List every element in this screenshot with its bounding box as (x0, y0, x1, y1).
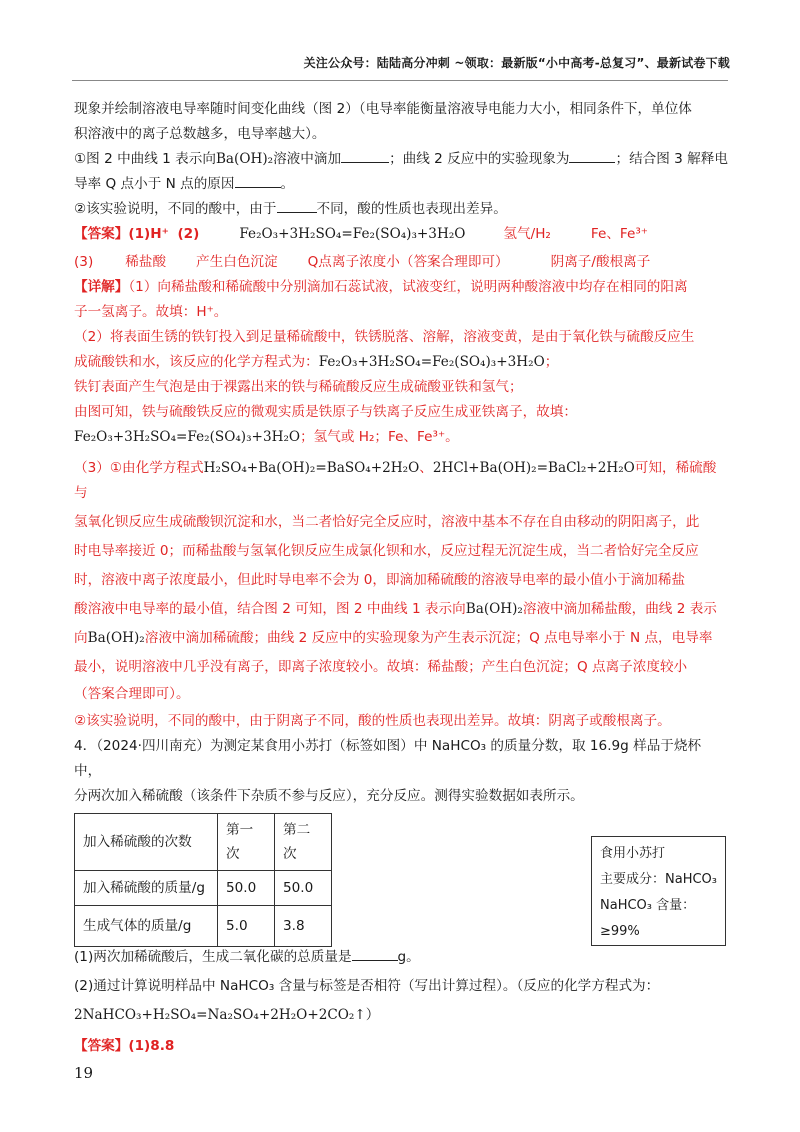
table-header-row (75, 814, 332, 871)
label-content: NaHCO₃ 含量： (600, 898, 696, 913)
label-percent: ≥99% (600, 924, 640, 939)
answer-tag: 【答案】 (74, 226, 129, 242)
table-header-cell: 第一次 (218, 814, 275, 871)
answer-blank (277, 198, 317, 213)
detail-line-3: （2）将表面生锈的铁钉投入到足量稀硫酸中，铁锈脱落、溶解，溶液变黄，是由于氧化铁与硫酸反应生 (74, 329, 695, 345)
chem-eq-h2so4: H₂SO₄+Ba(OH)₂=BaSO₄+2H₂O (203, 460, 420, 476)
answer-line-2: (3) 稀盐酸 产生白色沉淀 Q点离子浓度小（答案合理即可） 阴离子/酸根离子 (74, 254, 651, 270)
table-cell: 5.0 (218, 906, 275, 947)
detail-line-15: （答案合理即可）。 (74, 686, 190, 702)
intro-line-2: 积溶液中的离子总数越多，电导率越大）。 (74, 126, 326, 142)
chem-baoh2: Ba(OH)₂ (87, 630, 145, 646)
q4-sub-1: (1)两次加稀硫酸后，生成二氧化碳的总质量是 g。 (74, 945, 728, 970)
label-title: 食用小苏打 (600, 846, 666, 861)
detail-line-11: 时，溶液中离子浓度最小，但此时导电率不会为 0，即滴加稀硫酸的溶液导电率的最小值小于滴加稀盐 (74, 572, 686, 588)
page-number: 19 (74, 1064, 94, 1082)
detail-line-2: 子一氢离子。故填：H⁺。 (74, 304, 228, 320)
detail-line-4: 成硫酸铁和水，该反应的化学方程式为：Fe₂O₃+3H₂SO₄=Fe₂(SO₄)₃+3H₂O； (74, 354, 559, 370)
table-row (75, 871, 332, 906)
question-1-line-1: ①图 2 中曲线 1 表示向Ba(OH)₂溶液中滴加 ；曲线 2 反应中的实验现象为 ；结合图 3 解释电 (74, 147, 728, 172)
detail-line-1: 【详解】（1）向稀盐酸和稀硫酸中分别滴加石蕊试液，试液变红，说明两种酸溶液中均存在相同的阳离 (74, 279, 688, 295)
detail-line-8: （3）①由化学方程式H₂SO₄+Ba(OH)₂=BaSO₄+2H₂O、2HCl+Ba(OH)₂=BaCl₂+2H₂O可知，稀硫酸与 (74, 460, 717, 501)
intro-line-1: 现象并绘制溶液电导率随时间变化曲线（图 2）（电导率能衡量溶液导电能力大小，相同条件下，单位体 (74, 101, 692, 117)
header-rule (72, 80, 728, 81)
q4-sub-2: (2)通过计算说明样品中 NaHCO₃ 含量与标签是否相符（写出计算过程）。（反应的化学方程式为： (74, 978, 660, 994)
chem-eq-fe2o3: Fe₂O₃+3H₂SO₄=Fe₂(SO₄)₃+3H₂O (239, 226, 466, 242)
detail-line-9: 氢氧化钡反应生成硫酸钡沉淀和水，当二者恰好完全反应时，溶液中基本不存在自由移动的阴阳离子，此 (74, 514, 700, 530)
chem-eq-fe2o3-inline: Fe₂O₃+3H₂SO₄=Fe₂(SO₄)₃+3H₂O (318, 354, 545, 370)
answer-blank (569, 148, 615, 163)
chem-eq-fe2o3-answer: Fe₂O₃+3H₂SO₄=Fe₂(SO₄)₃+3H₂O (74, 429, 301, 445)
detail-line-6: 由图可知，铁与硫酸铁反应的微观实质是铁原子与铁离子反应生成亚铁离子，故填： (74, 404, 577, 420)
table-cell: 50.0 (275, 871, 332, 906)
detail-line-5: 铁钉表面产生气泡是由于裸露出来的铁与稀硫酸反应生成硫酸亚铁和氢气； (74, 379, 523, 395)
q4-line-1: 4．（2024·四川南充）为测定某食用小苏打（标签如图）中 NaHCO₃ 的质量分数，取 16.9g 样品于烧杯中， (74, 738, 702, 779)
detail-line-13: 向Ba(OH)₂溶液中滴加稀硫酸；曲线 2 反应中的实验现象为产生表示沉淀；Q 点电导率小于 N 点，电导率 (74, 630, 713, 646)
q4-answer-line: 【答案】(1)8.8 (74, 1038, 175, 1054)
page-header: 关注公众号：陆陆高分冲刺 ~领取：最新版“小中高考-总复习”、最新试卷下载 (303, 56, 730, 70)
table-row (75, 906, 332, 947)
detail-line-10: 时电导率接近 0；而稀盐酸与氢氧化钡反应生成氯化钡和水，反应过程无沉淀生成，当二者恰好完全反应 (74, 543, 699, 559)
chem-eq-hcl: 2HCl+Ba(OH)₂=BaCl₂+2H₂O (432, 460, 635, 476)
chem-eq-nahco3: 2NaHCO₃+H₂SO₄=Na₂SO₄+2H₂O+2CO₂↑ (74, 1007, 366, 1023)
question-1-line-2: 导率 Q 点小于 N 点的原因 。 (74, 172, 728, 197)
chem-baoh2: Ba(OH)₂ (465, 601, 523, 617)
q4-line-2: 分两次加入稀硫酸（该条件下杂质不参与反应），充分反应。测得实验数据如表所示。 (74, 788, 584, 804)
table-cell: 生成气体的质量/g (75, 906, 218, 947)
answer-blank (235, 173, 281, 188)
chem-baoh2: Ba(OH)₂ (215, 151, 274, 167)
data-table (74, 813, 332, 947)
table-header-cell: 第二次 (275, 814, 332, 871)
detail-tag: 【详解】 (74, 279, 129, 295)
q4-equation-line: 2NaHCO₃+H₂SO₄=Na₂SO₄+2H₂O+2CO₂↑） (74, 1007, 380, 1023)
answer-line-1: 【答案】(1)H⁺ (2) Fe₂O₃+3H₂SO₄=Fe₂(SO₄)₃+3H₂O 氢气/H₂ Fe、Fe³⁺ (74, 222, 728, 247)
detail-line-16: ②该实验说明，不同的酸中，由于阴离子不同，酸的性质也表现出差异。故填：阴离子或酸根离子。 (74, 713, 671, 729)
detail-line-7: Fe₂O₃+3H₂SO₄=Fe₂(SO₄)₃+3H₂O；氢气或 H₂；Fe、Fe³⁺。 (74, 429, 459, 445)
detail-line-14: 最小，说明溶液中几乎没有离子，即离子浓度较小。故填：稀盐酸；产生白色沉淀；Q 点离子浓度较小 (74, 659, 688, 675)
table-cell: 50.0 (218, 871, 275, 906)
label-ingredient: 主要成分：NaHCO₃ (600, 872, 717, 887)
answer-tag: 【答案】 (74, 1038, 129, 1054)
product-label-box (591, 836, 726, 946)
answer-blank (341, 148, 389, 163)
table-cell: 3.8 (275, 906, 332, 947)
table-header-cell: 加入稀硫酸的次数 (75, 814, 218, 871)
question-2-line: ②该实验说明，不同的酸中，由于 不同，酸的性质也表现出差异。 (74, 197, 728, 222)
table-cell: 加入稀硫酸的质量/g (75, 871, 218, 906)
detail-line-12: 酸溶液中电导率的最小值，结合图 2 可知，图 2 中曲线 1 表示向Ba(OH)₂溶液中滴加稀盐酸，曲线 2 表示 (74, 601, 717, 617)
answer-blank (352, 946, 398, 961)
